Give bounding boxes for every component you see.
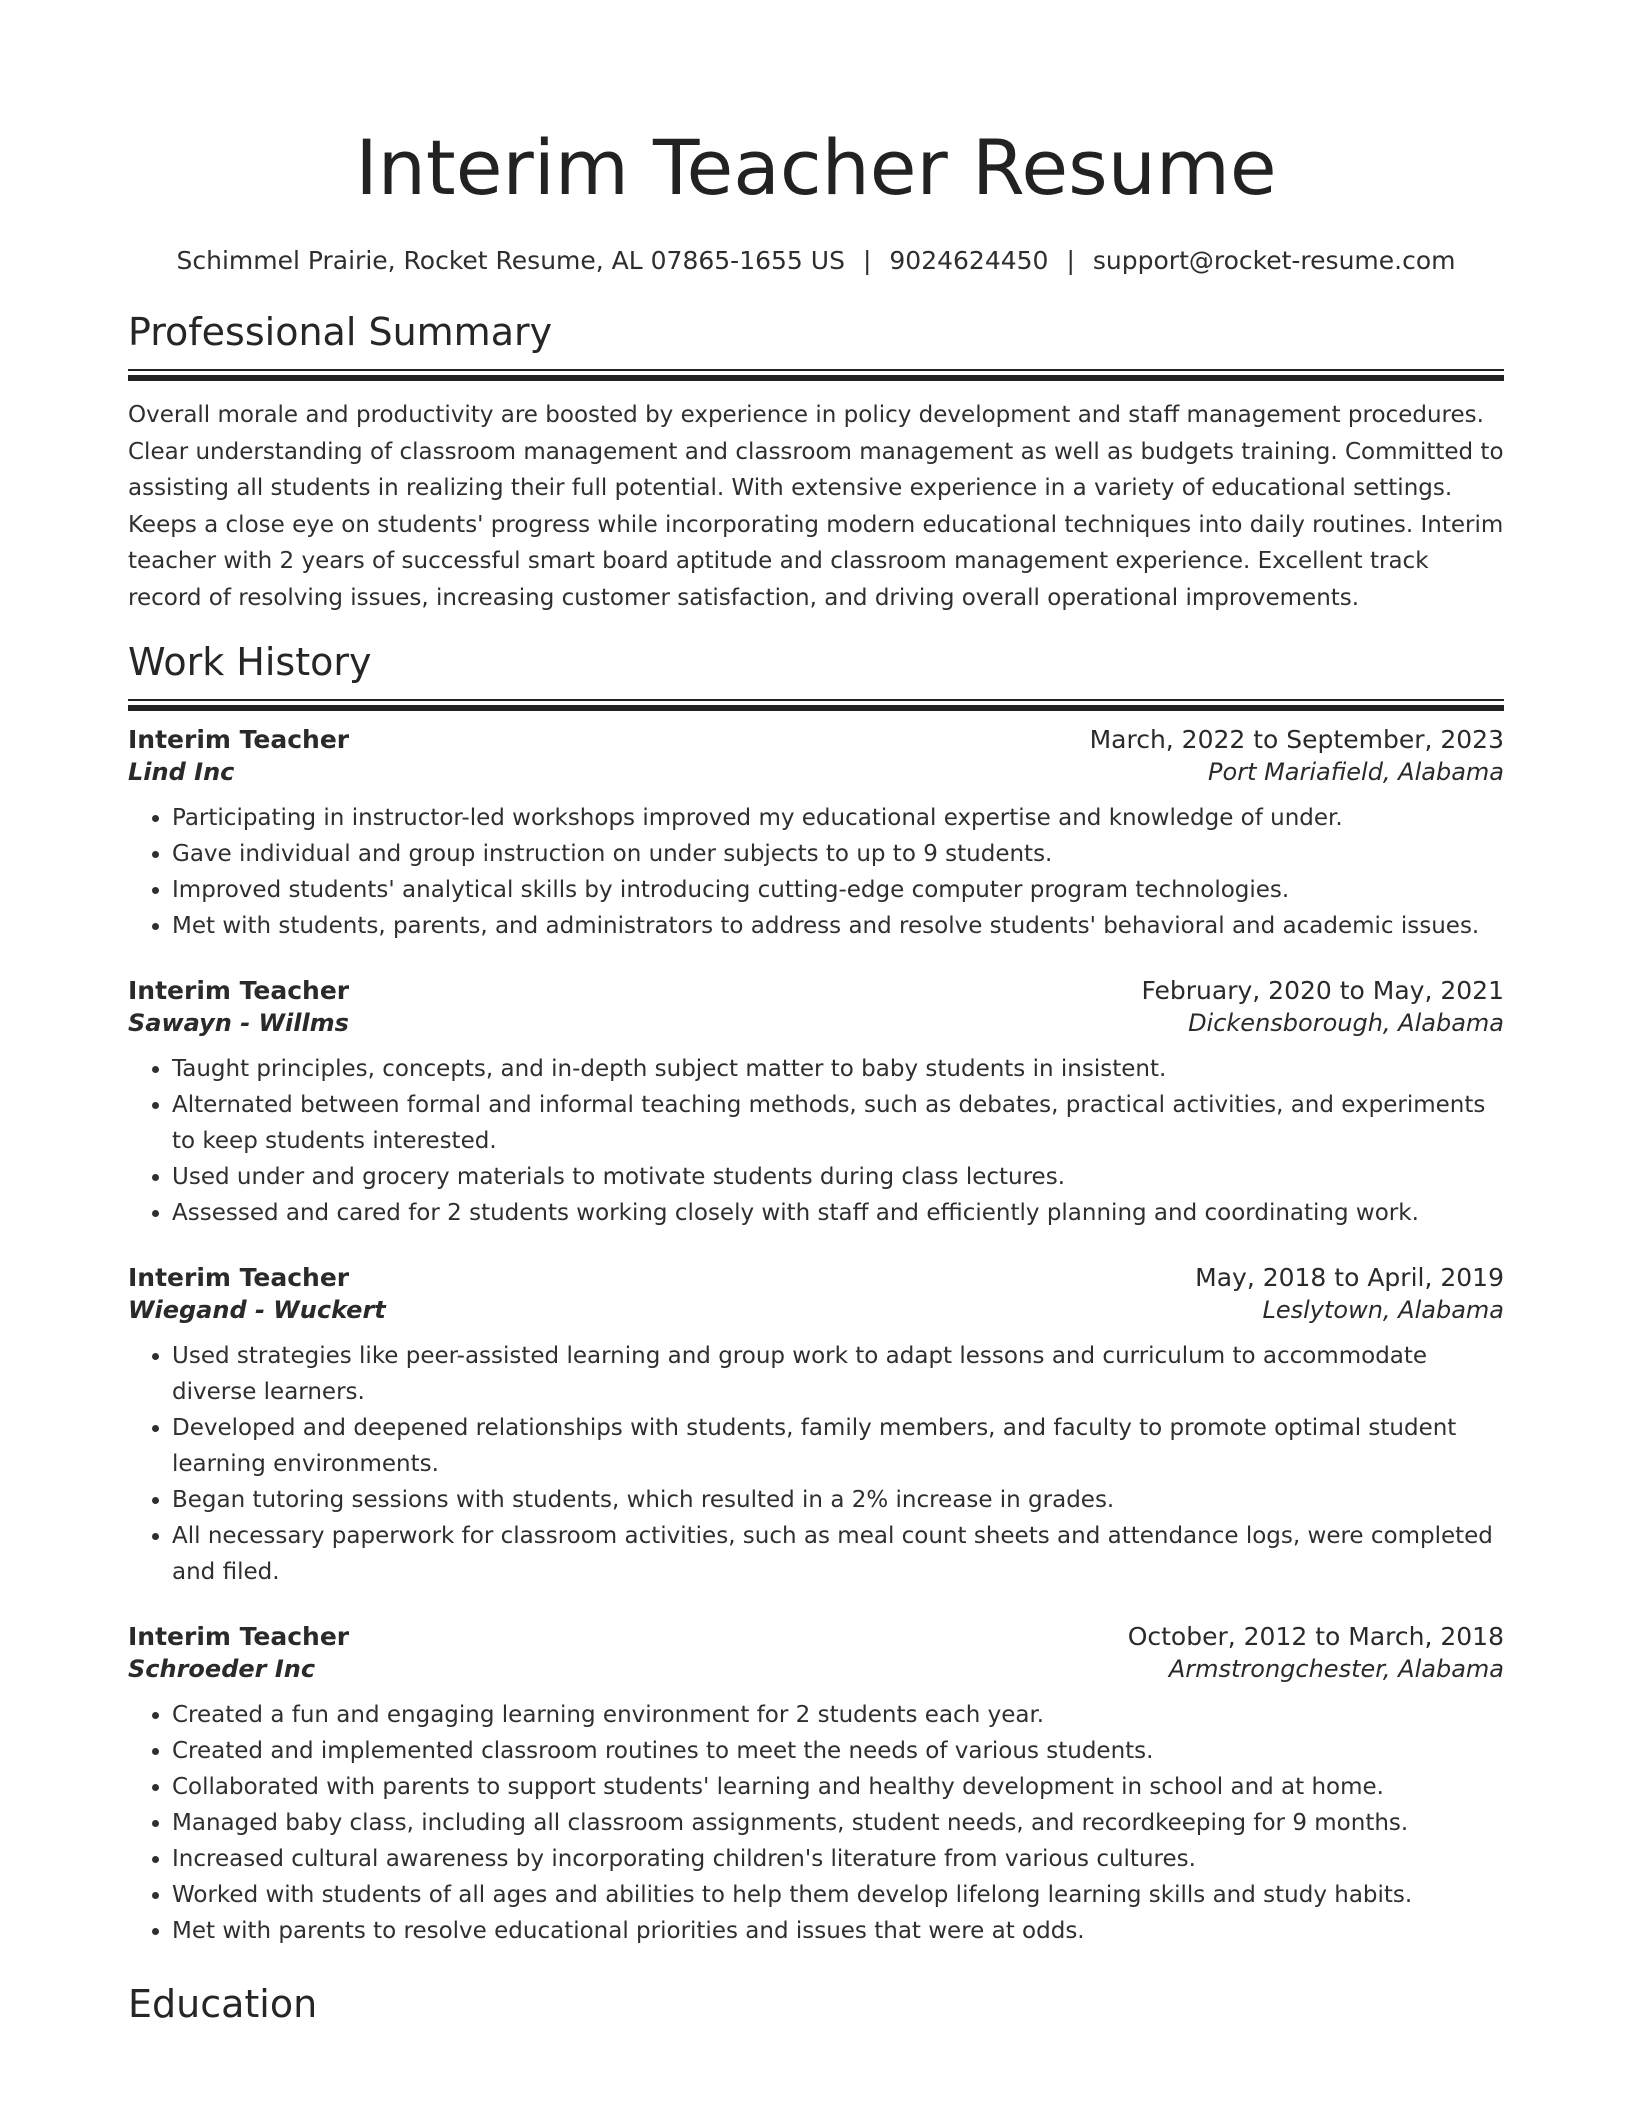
- job-title: Interim Teacher: [128, 1263, 350, 1292]
- job-entry: [128, 1622, 1504, 1949]
- contact-address: Schimmel Prairie, Rocket Resume, AL 07865-1655 US: [176, 246, 845, 275]
- job-bullet: • Created a fun and engaging learning environment for 2 students each year.: [172, 1697, 1504, 1733]
- job-company-row: [128, 1655, 1504, 1683]
- job-company-row: [128, 1296, 1504, 1324]
- job-bullet: • Participating in instructor-led workshops improved my educational expertise and knowledge of under.: [172, 800, 1504, 836]
- job-bullet: • Used under and grocery materials to motivate students during class lectures.: [172, 1159, 1504, 1195]
- job-company: Sawayn - Willms: [128, 1009, 349, 1037]
- section-divider: [128, 369, 1504, 381]
- contact-phone: 9024624450: [889, 246, 1049, 275]
- job-header-row: [128, 725, 1504, 754]
- job-bullet: • Taught principles, concepts, and in-depth subject matter to baby students in insistent.: [172, 1051, 1504, 1087]
- job-entry: [128, 1263, 1504, 1590]
- job-company: Lind Inc: [128, 758, 235, 786]
- job-bullet: • Created and implemented classroom routines to meet the needs of various students.: [172, 1733, 1504, 1769]
- job-location: Leslytown, Alabama: [1262, 1296, 1504, 1324]
- job-bullet: • Managed baby class, including all classroom assignments, student needs, and recordkeeping for 9 months.: [172, 1805, 1504, 1841]
- job-bullet: • Collaborated with parents to support students' learning and healthy development in school and at home.: [172, 1769, 1504, 1805]
- job-bullet: • Improved students' analytical skills by introducing cutting-edge computer program technologies.: [172, 872, 1504, 908]
- job-dates: May, 2018 to April, 2019: [1195, 1263, 1504, 1292]
- job-bullet-list: [128, 1051, 1504, 1231]
- work-history-section: [128, 639, 1504, 1949]
- job-entry: [128, 725, 1504, 944]
- summary-text: Overall morale and productivity are boosted by experience in policy development and staff management procedures. Clear understanding of classroom management and classroom management as well as budgets training. Committed to assisting all students in realizing their full potential. With extensive experience in a variety of educational settings. Keeps a close eye on students' progress while incorporating modern educational techniques into daily routines. Interim teacher with 2 years of successful smart board aptitude and classroom management experience. Excellent track record of resolving issues, increasing customer satisfaction, and driving overall operational improvements.: [128, 402, 1504, 611]
- contact-separator: |: [1066, 246, 1075, 275]
- job-dates: February, 2020 to May, 2021: [1141, 976, 1504, 1005]
- job-bullet: • Used strategies like peer-assisted learning and group work to adapt lessons and curriculum to accommodate diverse learners.: [172, 1338, 1504, 1410]
- job-location: Port Mariafield, Alabama: [1208, 758, 1504, 786]
- job-bullet: • Developed and deepened relationships with students, family members, and faculty to promote optimal student learning environments.: [172, 1410, 1504, 1482]
- contact-separator: |: [862, 246, 872, 275]
- job-company-row: [128, 1009, 1504, 1037]
- job-header-row: [128, 1622, 1504, 1651]
- job-bullet: • All necessary paperwork for classroom activities, such as meal count sheets and attendance logs, were completed and filed.: [172, 1518, 1504, 1590]
- job-company: Wiegand - Wuckert: [128, 1296, 386, 1324]
- section-heading-education: Education: [128, 1982, 318, 2026]
- job-bullet: • Assessed and cared for 2 students working closely with staff and efficiently planning and coordinating work.: [172, 1195, 1504, 1231]
- section-heading-summary: Professional Summary: [128, 310, 553, 354]
- job-title: Interim Teacher: [128, 976, 350, 1005]
- contact-line: [128, 244, 1504, 278]
- job-bullet: • Increased cultural awareness by incorporating children's literature from various cultures.: [172, 1841, 1504, 1877]
- job-header-row: [128, 1263, 1504, 1292]
- job-title: Interim Teacher: [128, 725, 350, 754]
- job-bullet: • Met with students, parents, and administrators to address and resolve students' behavioral and academic issues.: [172, 908, 1504, 944]
- job-bullet: • Began tutoring sessions with students, which resulted in a 2% increase in grades.: [172, 1482, 1504, 1518]
- job-entry: [128, 976, 1504, 1231]
- job-company-row: [128, 758, 1504, 786]
- job-bullet-list: [128, 1338, 1504, 1590]
- contact-email: support@rocket-resume.com: [1092, 246, 1456, 275]
- job-bullet: • Alternated between formal and informal teaching methods, such as debates, practical activities, and experiments to keep students interested.: [172, 1087, 1504, 1159]
- job-bullet: • Gave individual and group instruction on under subjects to up to 9 students.: [172, 836, 1504, 872]
- document-title: Interim Teacher Resume: [355, 123, 1277, 212]
- job-location: Dickensborough, Alabama: [1188, 1009, 1504, 1037]
- job-header-row: [128, 976, 1504, 1005]
- job-company: Schroeder Inc: [128, 1655, 316, 1683]
- summary-section: [128, 309, 1504, 616]
- job-title: Interim Teacher: [128, 1622, 350, 1651]
- job-bullet-list: [128, 800, 1504, 944]
- education-section: [128, 1981, 1504, 2027]
- job-bullet-list: [128, 1697, 1504, 1949]
- job-dates: October, 2012 to March, 2018: [1127, 1622, 1504, 1651]
- job-bullet: • Met with parents to resolve educational priorities and issues that were at odds.: [172, 1913, 1504, 1949]
- job-bullet: • Worked with students of all ages and abilities to help them develop lifelong learning skills and study habits.: [172, 1877, 1504, 1913]
- job-dates: March, 2022 to September, 2023: [1089, 725, 1504, 754]
- section-divider: [128, 699, 1504, 711]
- section-heading-work-history: Work History: [128, 640, 372, 684]
- job-location: Armstrongchester, Alabama: [1168, 1655, 1504, 1683]
